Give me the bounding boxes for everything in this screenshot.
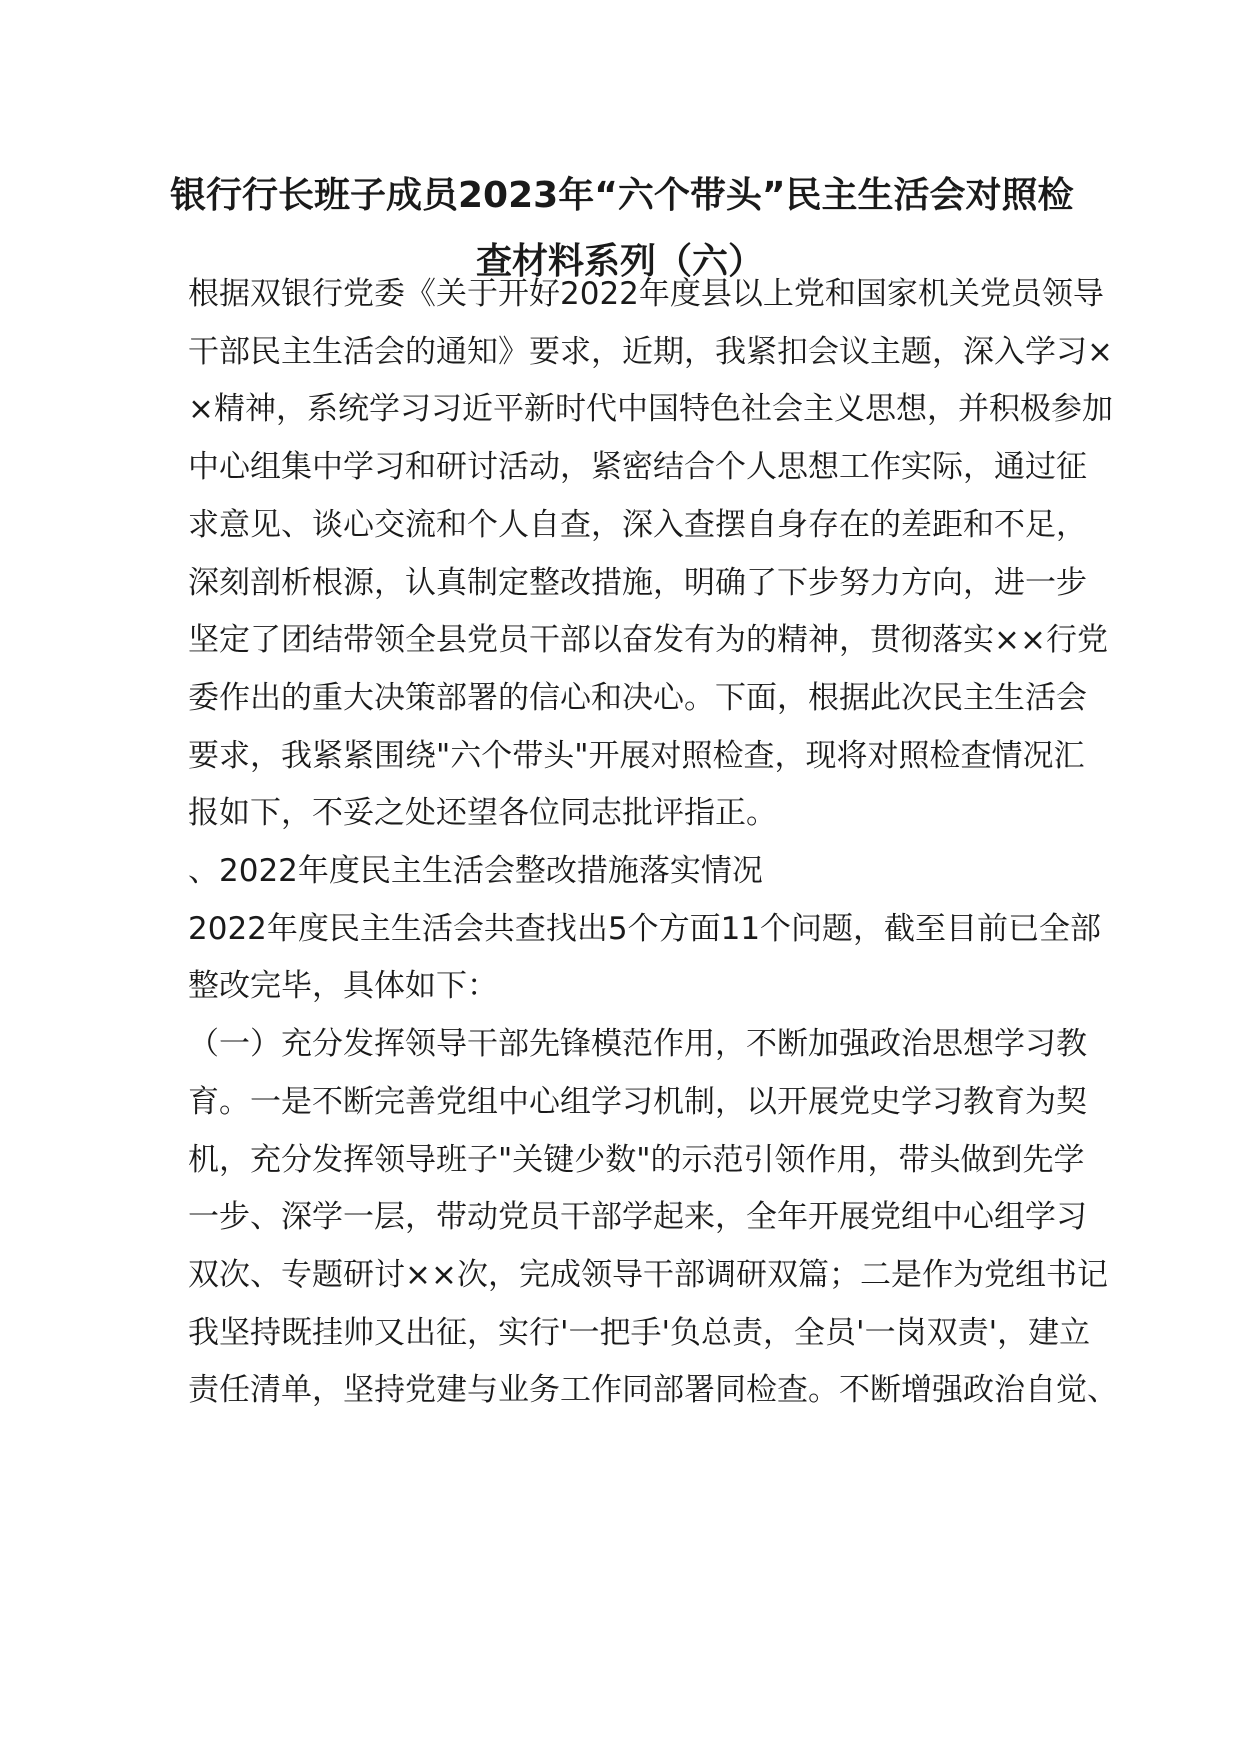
body-line: 中心组集中学习和研讨活动，紧密结合个人思想工作实际，通过征 [188,449,1087,485]
body-line: 整改完毕，具体如下： [188,968,498,1004]
body-line: 坚定了团结带领全县党员干部以奋发有为的精神，贯彻落实××行党 [188,622,1108,658]
body-line: 一步、深学一层，带动党员干部学起来，全年开展党组中心组学习 [188,1199,1087,1235]
body-line: 求意见、谈心交流和个人自查，深入查摆自身存在的差距和不足， [188,507,1087,543]
body-line: 报如下，不妥之处还望各位同志批评指正。 [188,795,777,831]
body-line: 深刻剖析根源，认真制定整改措施，明确了下步努力方向，进一步 [188,565,1087,601]
body-line: 育。一是不断完善党组中心组学习机制，以开展党史学习教育为契 [188,1084,1087,1120]
body-line: 根据双银行党委《关于开好2022年度县以上党和国家机关党员领导 [188,276,1104,312]
body-line: 干部民主生活会的通知》要求，近期，我紧扣会议主题，深入学习× [188,334,1113,370]
body-line: 机，充分发挥领导班子"关键少数"的示范引领作用，带头做到先学 [188,1142,1085,1178]
body-line: 、2022年度民主生活会整改措施落实情况 [188,853,763,889]
document-title-line-2: 查材料系列（六） [475,241,764,282]
body-line: 委作出的重大决策部署的信心和决心。下面，根据此次民主生活会 [188,680,1087,716]
body-line: 2022年度民主生活会共查找出5个方面11个问题，截至目前已全部 [188,911,1102,947]
body-line: 要求，我紧紧围绕"六个带头"开展对照检查，现将对照检查情况汇 [188,738,1085,774]
body-line: 我坚持既挂帅又出征，实行'一把手'负总责，全员'一岗双责'，建立 [188,1315,1091,1351]
document-title-line-1: 银行行长班子成员2023年“六个带头”民主生活会对照检 [170,175,1074,216]
body-line: （一）充分发挥领导干部先锋模范作用，不断加强政治思想学习教 [188,1026,1087,1062]
body-line: 责任清单，坚持党建与业务工作同部署同检查。不断增强政治自觉、 [188,1372,1118,1408]
body-line: 双次、专题研讨××次，完成领导干部调研双篇；二是作为党组书记 [188,1257,1108,1293]
body-line: ×精神，系统学习习近平新时代中国特色社会主义思想，并积极参加 [188,391,1113,427]
